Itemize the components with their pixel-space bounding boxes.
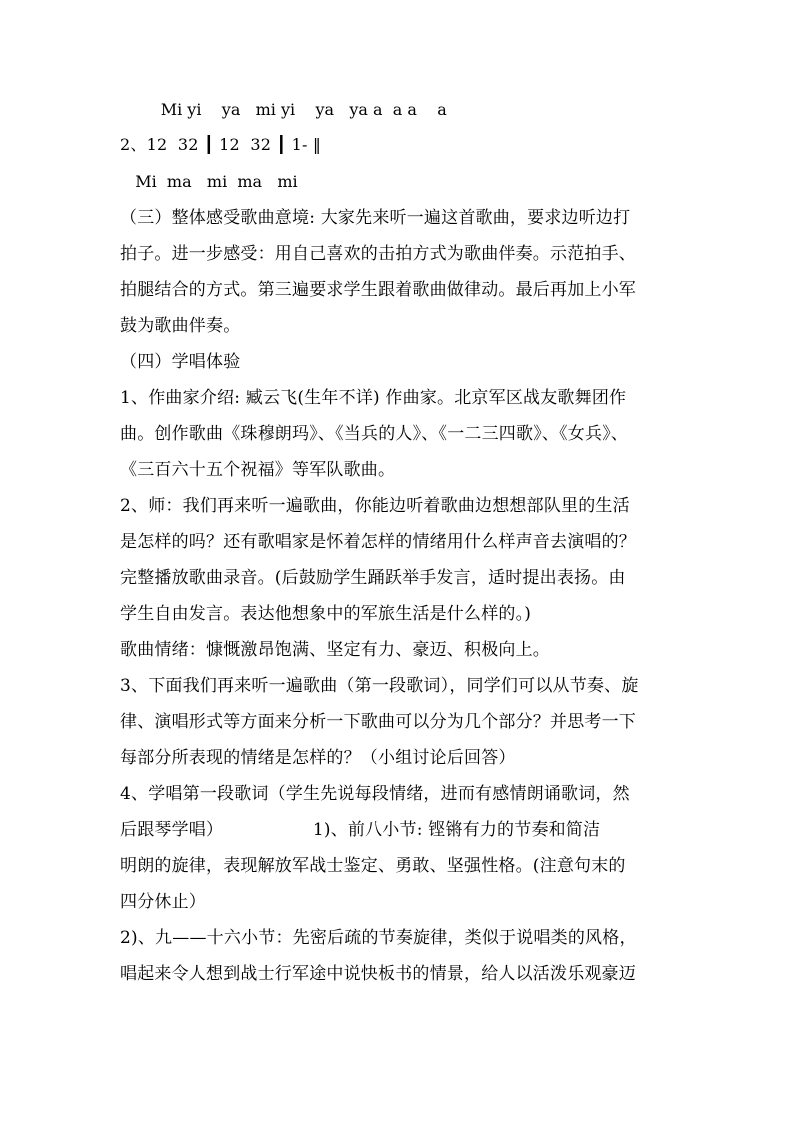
paragraph-line: 唱起来令人想到战士行军途中说快板书的情景，给人以活泼乐观豪迈	[120, 964, 636, 984]
paragraph-line: 明朗的旋律，表现解放军战士鉴定、勇敢、坚强性格。(注意句末的	[120, 856, 626, 876]
paragraph-line: 是怎样的吗？还有歌唱家是怀着怎样的情绪用什么样声音去演唱的？	[120, 532, 636, 552]
paragraph-line: 2)、九——十六小节：先密后疏的节奏旋律，类似于说唱类的风格，	[120, 928, 637, 948]
lyrics-line-1: Mi yi ya mi yi ya ya a a a a	[120, 100, 447, 119]
paragraph-line: 曲。创作歌曲《珠穆朗玛》、《当兵的人》、《一二三四歌》、《女兵》、	[120, 424, 629, 444]
paragraph-line: （三）整体感受歌曲意境: 大家先来听一遍这首歌曲，要求边听边打	[120, 208, 631, 228]
lyrics-line-2: Mi ma mi ma mi	[120, 172, 298, 191]
paragraph-line: 拍子。进一步感受：用自己喜欢的击拍方式为歌曲伴奏。示范拍手、	[120, 244, 636, 264]
paragraph-line: 拍腿结合的方式。第三遍要求学生跟着歌曲做律动。最后再加上小军	[120, 280, 636, 300]
paragraph-line: 四分休止）	[120, 892, 206, 912]
paragraph-line: 3、下面我们再来听一遍歌曲（第一段歌词），同学们可以从节奏、旋	[120, 676, 639, 696]
paragraph-line: 《三百六十五个祝福》等军队歌曲。	[120, 460, 396, 480]
paragraph-line: 完整播放歌曲录音。(后鼓励学生踊跃举手发言，适时提出表扬。由	[120, 568, 626, 588]
paragraph-line: 律、演唱形式等方面来分析一下歌曲可以分为几个部分？并思考一下	[120, 712, 636, 732]
notation-line: 2、12 32 ┃ 12 32 ┃ 1- ‖	[120, 135, 322, 154]
paragraph-line: 鼓为歌曲伴奏。	[120, 316, 241, 336]
paragraph-line: 4、学唱第一段歌词（学生先说每段情绪，进而有感情朗诵歌词，然	[120, 784, 630, 804]
paragraph-line: 后跟琴学唱） 1)、前八小节: 铿锵有力的节奏和简洁	[120, 820, 601, 840]
paragraph-line: 歌曲情绪：慷慨激昂饱满、坚定有力、豪迈、积极向上。	[120, 640, 550, 660]
paragraph-line: 1、作曲家介绍: 臧云飞(生年不详) 作曲家。北京军区战友歌舞团作	[120, 388, 627, 408]
paragraph-line: 学生自由发言。表达他想象中的军旅生活是什么样的。)	[120, 604, 532, 624]
paragraph-line: 2、师：我们再来听一遍歌曲，你能边听着歌曲边想想部队里的生活	[120, 496, 630, 516]
section-heading: （四）学唱体验	[120, 352, 241, 372]
paragraph-line: 每部分所表现的情绪是怎样的？（小组讨论后回答）	[120, 748, 516, 768]
